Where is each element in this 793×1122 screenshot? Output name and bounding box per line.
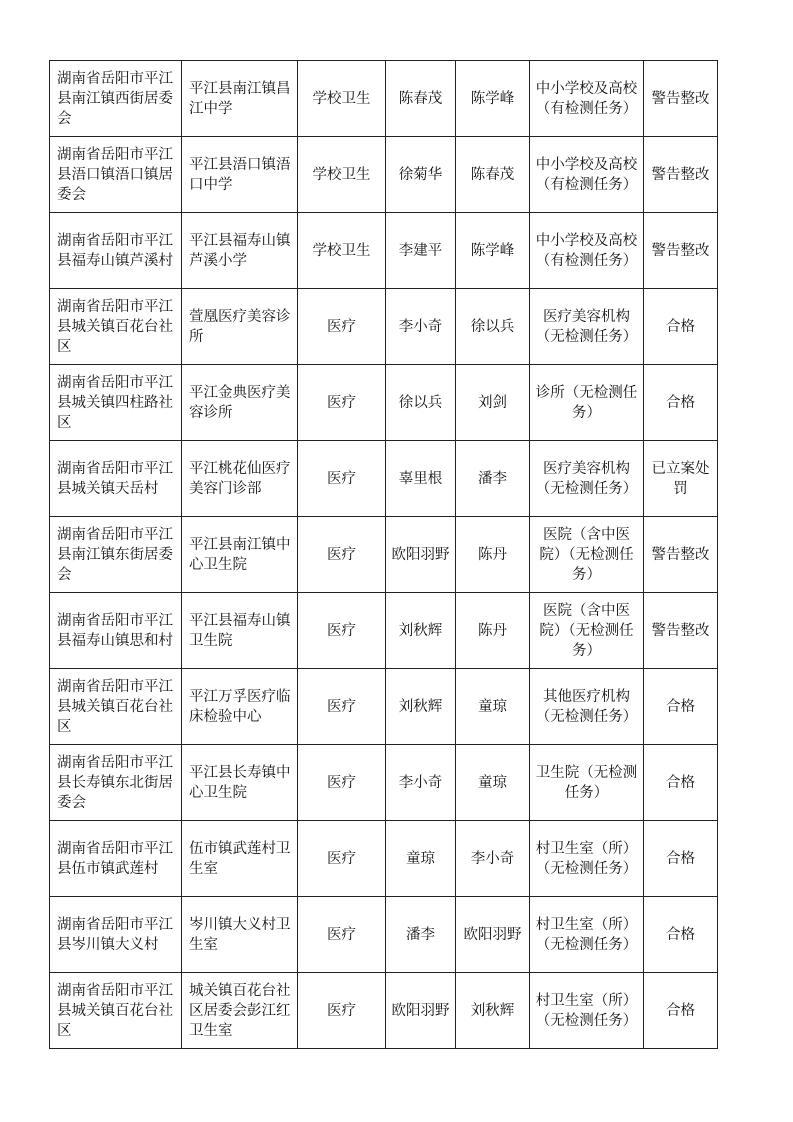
address-cell: 湖南省岳阳市平江县城关镇百花台社区 xyxy=(50,973,182,1049)
category-cell: 中小学校及高校（有检测任务） xyxy=(530,61,644,137)
table-row xyxy=(50,365,718,441)
inspector-2-cell: 刘剑 xyxy=(456,365,530,441)
result-cell: 合格 xyxy=(644,821,718,897)
organization-cell: 岑川镇大义村卫生室 xyxy=(182,897,298,973)
inspection-type-cell: 医疗 xyxy=(298,669,386,745)
inspection-type-cell: 医疗 xyxy=(298,365,386,441)
category-cell: 村卫生室（所）（无检测任务） xyxy=(530,821,644,897)
inspector-2-cell: 童琼 xyxy=(456,669,530,745)
inspection-type-cell: 医疗 xyxy=(298,441,386,517)
organization-cell: 平江县长寿镇中心卫生院 xyxy=(182,745,298,821)
inspector-1-cell: 刘秋辉 xyxy=(386,669,456,745)
category-cell: 诊所（无检测任务） xyxy=(530,365,644,441)
inspector-1-cell: 欧阳羽野 xyxy=(386,517,456,593)
inspection-type-cell: 医疗 xyxy=(298,821,386,897)
inspector-1-cell: 李建平 xyxy=(386,213,456,289)
inspector-2-cell: 潘李 xyxy=(456,441,530,517)
organization-cell: 平江桃花仙医疗美容门诊部 xyxy=(182,441,298,517)
table-row xyxy=(50,897,718,973)
inspector-2-cell: 童琼 xyxy=(456,745,530,821)
address-cell: 湖南省岳阳市平江县南江镇西街居委会 xyxy=(50,61,182,137)
address-cell: 湖南省岳阳市平江县城关镇百花台社区 xyxy=(50,289,182,365)
result-cell: 合格 xyxy=(644,897,718,973)
result-cell: 合格 xyxy=(644,669,718,745)
result-cell: 合格 xyxy=(644,365,718,441)
inspector-1-cell: 潘李 xyxy=(386,897,456,973)
address-cell: 湖南省岳阳市平江县长寿镇东北街居委会 xyxy=(50,745,182,821)
inspector-1-cell: 徐菊华 xyxy=(386,137,456,213)
address-cell: 湖南省岳阳市平江县岑川镇大义村 xyxy=(50,897,182,973)
inspection-type-cell: 医疗 xyxy=(298,517,386,593)
category-cell: 中小学校及高校（有检测任务） xyxy=(530,137,644,213)
organization-cell: 平江县浯口镇浯口中学 xyxy=(182,137,298,213)
table-row xyxy=(50,821,718,897)
table-row xyxy=(50,441,718,517)
inspection-type-cell: 学校卫生 xyxy=(298,61,386,137)
table-body xyxy=(50,61,718,1049)
category-cell: 医疗美容机构（无检测任务） xyxy=(530,289,644,365)
organization-cell: 城关镇百花台社区居委会彭江红卫生室 xyxy=(182,973,298,1049)
inspector-2-cell: 徐以兵 xyxy=(456,289,530,365)
category-cell: 村卫生室（所）（无检测任务） xyxy=(530,973,644,1049)
address-cell: 湖南省岳阳市平江县城关镇天岳村 xyxy=(50,441,182,517)
result-cell: 警告整改 xyxy=(644,213,718,289)
table-row xyxy=(50,973,718,1049)
address-cell: 湖南省岳阳市平江县福寿山镇芦溪村 xyxy=(50,213,182,289)
result-cell: 警告整改 xyxy=(644,61,718,137)
inspector-2-cell: 陈丹 xyxy=(456,593,530,669)
category-cell: 其他医疗机构（无检测任务） xyxy=(530,669,644,745)
result-cell: 已立案处罚 xyxy=(644,441,718,517)
address-cell: 湖南省岳阳市平江县城关镇四柱路社区 xyxy=(50,365,182,441)
table-row xyxy=(50,745,718,821)
category-cell: 医疗美容机构（无检测任务） xyxy=(530,441,644,517)
organization-cell: 平江县南江镇昌江中学 xyxy=(182,61,298,137)
inspector-2-cell: 陈春茂 xyxy=(456,137,530,213)
organization-cell: 萱凰医疗美容诊所 xyxy=(182,289,298,365)
address-cell: 湖南省岳阳市平江县浯口镇浯口镇居委会 xyxy=(50,137,182,213)
organization-cell: 平江金典医疗美容诊所 xyxy=(182,365,298,441)
result-cell: 合格 xyxy=(644,289,718,365)
inspection-type-cell: 医疗 xyxy=(298,973,386,1049)
inspector-1-cell: 欧阳羽野 xyxy=(386,973,456,1049)
result-cell: 警告整改 xyxy=(644,137,718,213)
inspector-1-cell: 李小奇 xyxy=(386,745,456,821)
inspection-type-cell: 学校卫生 xyxy=(298,137,386,213)
inspection-table xyxy=(49,60,718,1049)
result-cell: 合格 xyxy=(644,973,718,1049)
address-cell: 湖南省岳阳市平江县伍市镇武莲村 xyxy=(50,821,182,897)
result-cell: 警告整改 xyxy=(644,593,718,669)
table-row xyxy=(50,213,718,289)
inspection-type-cell: 医疗 xyxy=(298,897,386,973)
organization-cell: 平江县南江镇中心卫生院 xyxy=(182,517,298,593)
inspector-2-cell: 陈学峰 xyxy=(456,213,530,289)
address-cell: 湖南省岳阳市平江县福寿山镇思和村 xyxy=(50,593,182,669)
address-cell: 湖南省岳阳市平江县城关镇百花台社区 xyxy=(50,669,182,745)
organization-cell: 伍市镇武莲村卫生室 xyxy=(182,821,298,897)
result-cell: 合格 xyxy=(644,745,718,821)
organization-cell: 平江县福寿山镇卫生院 xyxy=(182,593,298,669)
table-row xyxy=(50,289,718,365)
inspector-2-cell: 李小奇 xyxy=(456,821,530,897)
inspector-2-cell: 陈学峰 xyxy=(456,61,530,137)
inspection-type-cell: 医疗 xyxy=(298,593,386,669)
inspector-2-cell: 陈丹 xyxy=(456,517,530,593)
inspector-1-cell: 徐以兵 xyxy=(386,365,456,441)
inspector-1-cell: 陈春茂 xyxy=(386,61,456,137)
result-cell: 警告整改 xyxy=(644,517,718,593)
inspector-1-cell: 李小奇 xyxy=(386,289,456,365)
table-row xyxy=(50,517,718,593)
inspector-2-cell: 欧阳羽野 xyxy=(456,897,530,973)
table-row xyxy=(50,593,718,669)
organization-cell: 平江万孚医疗临床检验中心 xyxy=(182,669,298,745)
category-cell: 中小学校及高校（有检测任务） xyxy=(530,213,644,289)
category-cell: 医院（含中医院）（无检测任务） xyxy=(530,517,644,593)
category-cell: 卫生院（无检测任务） xyxy=(530,745,644,821)
inspection-type-cell: 医疗 xyxy=(298,745,386,821)
inspector-1-cell: 童琼 xyxy=(386,821,456,897)
table-row xyxy=(50,61,718,137)
inspection-type-cell: 学校卫生 xyxy=(298,213,386,289)
category-cell: 医院（含中医院）（无检测任务） xyxy=(530,593,644,669)
inspector-1-cell: 刘秋辉 xyxy=(386,593,456,669)
table-row xyxy=(50,669,718,745)
organization-cell: 平江县福寿山镇芦溪小学 xyxy=(182,213,298,289)
inspector-2-cell: 刘秋辉 xyxy=(456,973,530,1049)
inspection-type-cell: 医疗 xyxy=(298,289,386,365)
table-row xyxy=(50,137,718,213)
category-cell: 村卫生室（所）（无检测任务） xyxy=(530,897,644,973)
inspector-1-cell: 辜里根 xyxy=(386,441,456,517)
address-cell: 湖南省岳阳市平江县南江镇东街居委会 xyxy=(50,517,182,593)
